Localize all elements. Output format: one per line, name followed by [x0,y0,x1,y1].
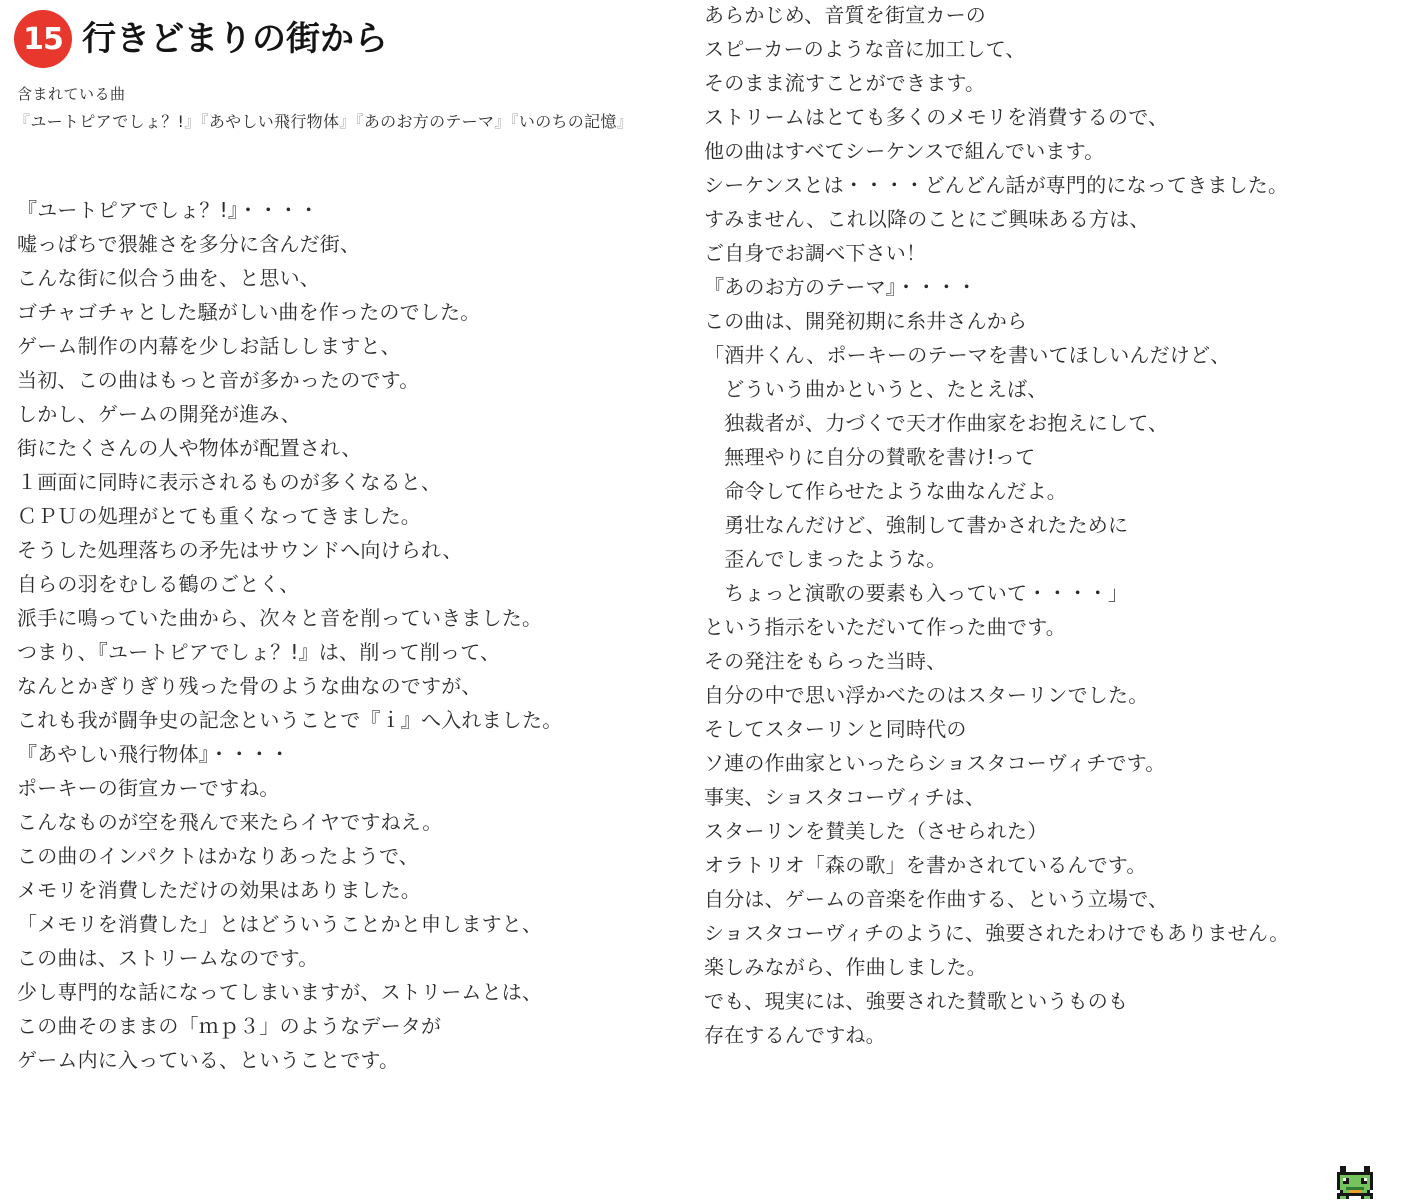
text-line: この曲のインパクトはかなりあったようで、 [17,844,419,868]
text-line: 無理やりに自分の賛歌を書け!って [704,445,1036,469]
text-line: 歪んでしまったような。 [704,547,947,571]
text-line: 嘘っぱちで猥雑さを多分に含んだ街、 [17,232,361,256]
quote-open-bracket: 『 [14,112,31,131]
text-line: １画面に同時に表示されるものが多くなると、 [17,470,442,494]
quote-close-bracket: 』 [494,112,511,131]
text-line: オラトリオ「森の歌」を書かされているんです。 [704,853,1147,877]
text-line: ゲーム制作の内幕を少しお話ししますと、 [17,334,401,358]
song-title: あのお方のテーマ [363,112,495,131]
text-line: あらかじめ、音質を街宣カーの [704,3,986,27]
song-title: いのちの記憶 [518,112,617,131]
text-line: 「酒井くん、ポーキーのテーマを書いてほしいんだけど、 [704,343,1231,367]
text-line: 勇壮なんだけど、強制して書かされたために [704,513,1129,537]
text-line: ゴチャゴチャとした騒がしい曲を作ったのでした。 [17,300,481,324]
text-line: ショスタコーヴィチのように、強要されたわけでもありません。 [704,921,1290,945]
song-title: あやしい飛行物体 [208,112,340,131]
text-line: メモリを消費しただけの効果はありました。 [17,878,421,902]
text-line: ソ連の作曲家といったらショスタコーヴィチです。 [704,751,1166,775]
text-line: この曲は、ストリームなのです。 [17,946,319,970]
text-line: ご自身でお調べ下さい！ [704,241,927,265]
left-text-column [17,193,677,1077]
text-line: 少し専門的な話になってしまいますが、ストリームとは、 [17,980,543,1004]
text-line: 楽しみながら、作曲しました。 [704,955,987,979]
frog-pixel-icon [1337,1166,1373,1199]
text-line: スターリンを賛美した（させられた） [704,819,1048,843]
included-songs-label: 含まれている曲 [17,85,126,103]
text-line: ポーキーの街宣カーですね。 [17,776,280,800]
text-line: どういう曲かというと、たとえば、 [704,377,1048,401]
text-line: 独裁者が、力づくで天才作曲家をお抱えにして、 [704,411,1169,435]
text-line: そしてスターリンと同時代の [704,717,967,741]
text-line: こんな街に似合う曲を、と思い、 [17,266,320,290]
quote-open-bracket: 『 [200,112,209,131]
text-line: 『あのお方のテーマ』・・・・ [704,275,977,299]
text-line: ゲーム内に入っている、ということです。 [17,1048,400,1072]
text-line: 『あやしい飛行物体』・・・・ [17,742,290,766]
text-line: 命令して作らせたような曲なんだよ。 [704,479,1067,503]
text-line: そのまま流すことができます。 [704,71,986,95]
text-line: でも、現実には、強要された賛歌というものも [704,989,1129,1013]
quote-open-bracket: 『 [510,112,519,131]
track-number: 15 [23,21,63,57]
text-line: これも我が闘争史の記念ということで『ｉ』へ入れました。 [17,708,563,732]
text-line: こんなものが空を飛んで来たらイヤですねえ。 [17,810,443,834]
included-songs-list [14,110,633,134]
text-line: 自らの羽をむしる鶴のごとく、 [17,572,300,596]
quote-close-bracket: 』 [616,112,634,131]
text-line: なんとかぎりぎり残った骨のような曲なのですが、 [17,674,482,698]
track-number-badge [14,10,72,68]
text-line: すみません、これ以降のことにご興味ある方は、 [704,207,1150,231]
page-title: 行きどまりの街から [82,19,388,59]
quote-close-bracket: 』 [184,112,201,131]
text-line: しかし、ゲームの開発が進み、 [17,402,301,426]
text-line: 街にたくさんの人や物体が配置され、 [17,436,362,460]
text-line: 存在するんですね。 [704,1023,886,1047]
text-line: ＣＰＵの処理がとても重くなってきました。 [17,504,421,528]
text-line: その発注をもらった当時、 [704,649,947,673]
text-line: この曲そのままの「ｍｐ３」のようなデータが [17,1014,442,1038]
text-line: そうした処理落ちの矛先はサウンドへ向けられ、 [17,538,463,562]
right-text-column [704,0,1401,1052]
text-line: 自分は、ゲームの音楽を作曲する、という立場で、 [704,887,1169,911]
quote-open-bracket: 『 [355,112,364,131]
text-line: スピーカーのような音に加工して、 [704,37,1026,61]
text-line: ちょっと演歌の要素も入っていて・・・・」 [704,581,1129,605]
quote-close-bracket: 』 [339,112,356,131]
text-line: という指示をいただいて作った曲です。 [704,615,1066,639]
text-line: つまり、『ユートピアでしょ？!』は、削って削って、 [17,640,501,664]
text-line: 他の曲はすべてシーケンスで組んでいます。 [704,139,1105,163]
text-line: シーケンスとは・・・・どんどん話が専門的になってきました。 [704,173,1289,197]
text-line: 『ユートピアでしょ？!』・・・・ [17,198,319,222]
text-line: 「メモリを消費した」とはどういうことかと申しますと、 [17,912,543,936]
text-line: この曲は、開発初期に糸井さんから [704,309,1028,333]
text-line: 派手に鳴っていた曲から、次々と音を削っていきました。 [17,606,543,630]
text-line: 当初、この曲はもっと音が多かったのです。 [17,368,420,392]
text-line: 自分の中で思い浮かべたのはスターリンでした。 [704,683,1149,707]
text-line: ストリームはとても多くのメモリを消費するので、 [704,105,1169,129]
text-line: 事実、ショスタコーヴィチは、 [704,785,986,809]
song-title: ユートピアでしょ？! [30,112,185,131]
